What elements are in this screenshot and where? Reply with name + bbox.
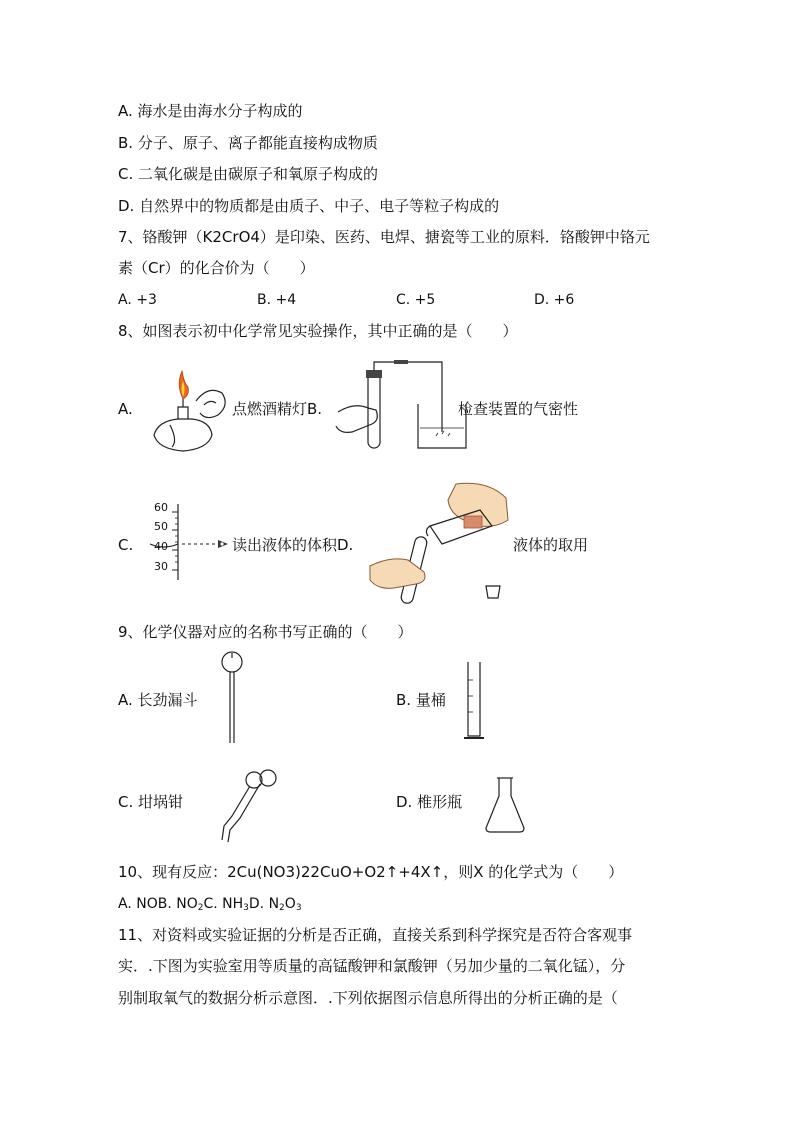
q9-option-a: A. 长劲漏斗: [118, 691, 198, 709]
long-neck-funnel-icon: [218, 650, 248, 748]
q8-option-c-text: 读出液体的体积D.: [232, 536, 354, 554]
q8-option-b-text: 检查装置的气密性: [458, 400, 579, 418]
cylinder-tick-50: 50: [154, 520, 168, 533]
graduated-cylinder-icon: [460, 660, 490, 746]
q10-stem: 10、现有反应：2Cu(NO3)22CuO+O2↑+4X↑，则X 的化学式为（ ）: [118, 863, 624, 881]
cylinder-tick-60: 60: [154, 501, 168, 514]
alcohol-lamp-lighting-figure: [148, 365, 230, 455]
q9-option-c: C. 坩埚钳: [118, 793, 184, 811]
q7-option-c: C. +5: [396, 292, 436, 308]
q7-stem-line1: 7、铬酸钾（K2CrO4）是印染、医药、电焊、搪瓷等工业的原料．铬酸钾中铬元: [118, 228, 650, 246]
q8-option-c-letter: C.: [118, 536, 134, 554]
q6-option-b: B. 分子、原子、离子都能直接构成物质: [118, 134, 378, 152]
q10-options: A. NOB. $NO_2C$. $NH_3D$. $N_2O_3$: [118, 896, 302, 913]
q11-stem-line3: 别制取氧气的数据分析示意图．.下列依据图示信息所得出的分析正确的是（: [118, 989, 618, 1007]
q11-stem-line1: 11、对资料或实验证据的分析是否正确，直接关系到科学探究是否符合客观事: [118, 926, 633, 944]
q8-option-d-text: 液体的取用: [513, 536, 589, 554]
crucible-tongs-icon: [210, 766, 280, 846]
cylinder-tick-30: 30: [154, 560, 168, 573]
q8-stem: 8、如图表示初中化学常见实验操作，其中正确的是（ ）: [118, 322, 518, 340]
pouring-liquid-figure: [368, 480, 513, 610]
q8-option-a-letter: A.: [118, 400, 133, 418]
conical-flask-icon: [484, 776, 528, 836]
q7-stem-line2: 素（Cr）的化合价为（ ）: [118, 259, 315, 277]
q7-option-a: A. +3: [118, 292, 157, 308]
q8-option-a-text: 点燃酒精灯B.: [232, 400, 323, 418]
q9-stem: 9、化学仪器对应的名称书写正确的（ ）: [118, 623, 413, 641]
q6-option-a: A. 海水是由海水分子构成的: [118, 102, 303, 120]
cylinder-tick-40: 40: [154, 540, 168, 553]
q7-option-d: D. +6: [534, 292, 575, 308]
q9-option-b: B. 量桶: [396, 691, 446, 709]
q11-stem-line2: 实．.下图为实验室用等质量的高锰酸钾和氯酸钾（另加少量的二氧化锰），分: [118, 957, 626, 975]
airtightness-check-figure: [332, 360, 462, 455]
q9-option-d: D. 椎形瓶: [396, 793, 463, 811]
q6-option-c: C. 二氧化碳是由碳原子和氧原子构成的: [118, 165, 379, 183]
q6-option-d: D. 自然界中的物质都是由质子、中子、电子等粒子构成的: [118, 197, 500, 215]
q7-option-b: B. +4: [257, 292, 297, 308]
